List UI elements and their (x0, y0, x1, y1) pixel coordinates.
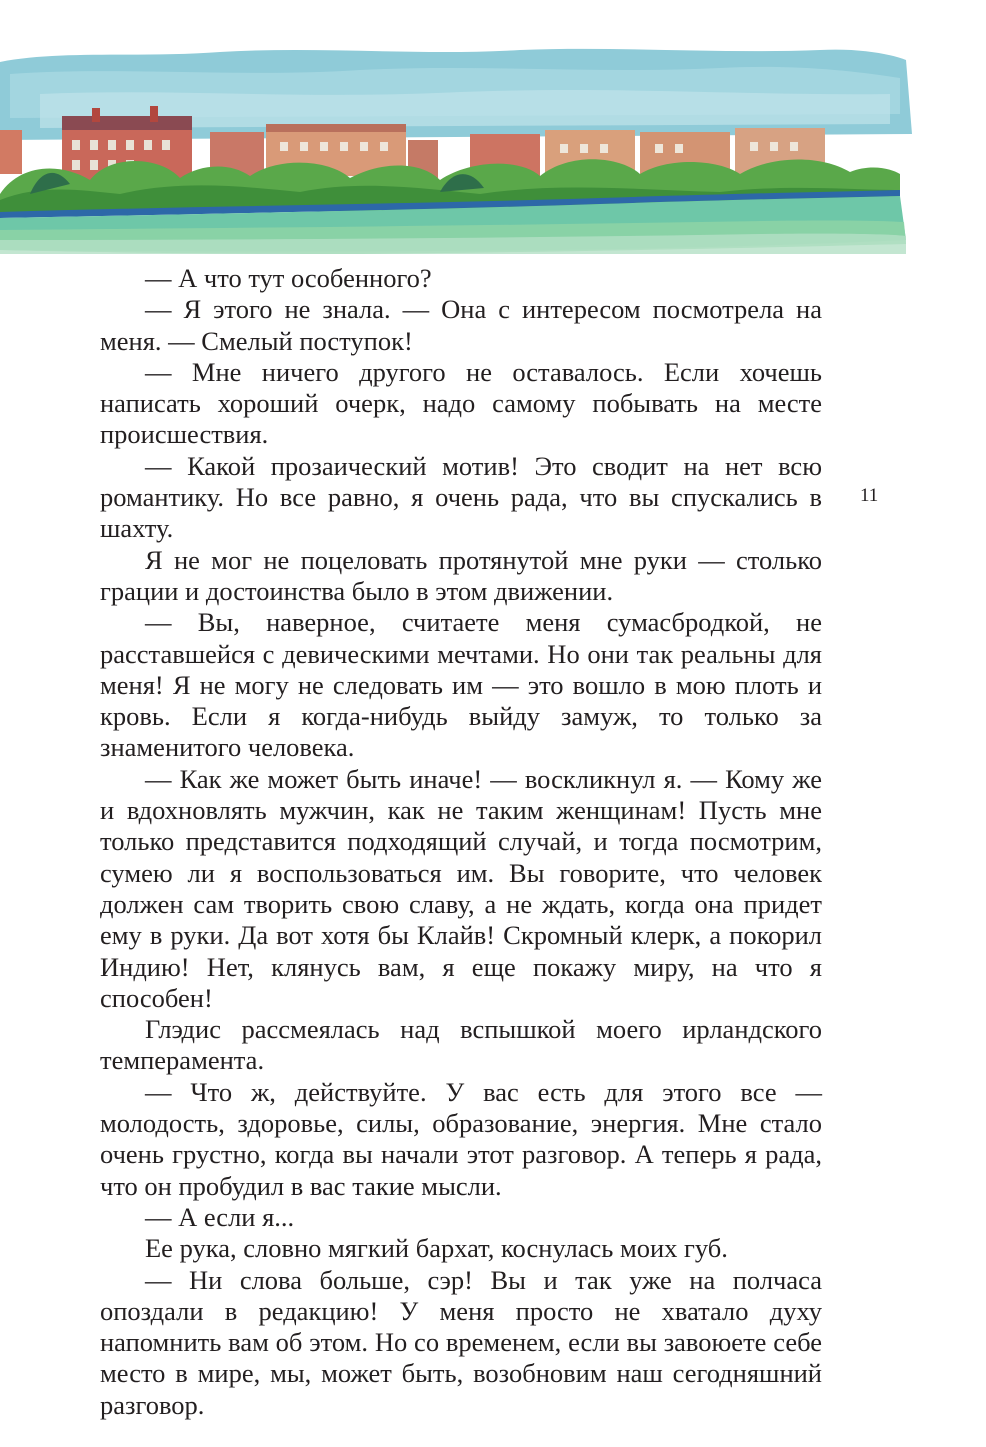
illustration-svg (0, 44, 918, 256)
paragraph: Ее рука, словно мягкий бархат, коснулась моих губ. (145, 1233, 728, 1264)
paragraph: — А если я... (145, 1201, 295, 1232)
paragraph: — Как же может быть иначе! — воскликнул я. — Кому же и вдохновлять мужчин, как не таким женщинам! Пусть мне только представится подходящий случай, и тогда посмотрим, сумею ли я воспользоваться им. Вы говорите, что человек должен сам творить свою славу, а не ждать, когда она придет ему в руки. Да вот хотя бы Клайв! Скромный клерк, а покорил Индию! Нет, клянусь вам, я еще покажу миру, на что я способен! (100, 763, 822, 1013)
paragraph: — Вы, наверное, считаете меня сумасбродкой, не расставшейся с девическими мечтами. Но они так реальны для меня! Я не могу не следовать им — это вошло в мою плоть и кровь. Если я когда-нибудь выйду замуж, то только за знаменитого человека. (100, 607, 822, 763)
paragraph: — Ни слова больше, сэр! Вы и так уже на полчаса опоздали в редакцию! У меня просто не хватало духу напомнить вам об этом. Но со временем, если вы завоюете себе место в мире, мы, может быть, возобновим наш сегодняшний разговор. (100, 1264, 822, 1420)
body-text (100, 263, 822, 1421)
paragraph: Я не мог не поцеловать протянутой мне руки — столько грации и достоинства было в этом движении. (100, 544, 822, 606)
paragraph: — Что ж, действуйте. У вас есть для этого все — молодость, здоровье, силы, образование, энергия. Мне стало очень грустно, когда вы начали этот разговор. А теперь я рада, что он пробудил в вас такие мысли. (100, 1076, 822, 1201)
paragraph: — Я этого не знала. — Она с интересом посмотрела на меня. — Смелый поступок! (100, 294, 822, 356)
paragraph: — Какой прозаический мотив! Это сводит на нет всю романтику. Но все равно, я очень рада, что вы спускались в шахту. (100, 450, 822, 544)
paragraph: — Мне ничего другого не оставалось. Если хочешь написать хороший очерк, надо самому побывать на месте происшествия. (100, 356, 822, 450)
paragraph: Глэдис рассмеялась над вспышкой моего ирландского темперамента. (100, 1014, 822, 1076)
paragraph: — А что тут особенного? (145, 263, 432, 293)
riverside-town-watercolor-illustration (0, 44, 918, 256)
page-number: 11 (860, 485, 879, 506)
